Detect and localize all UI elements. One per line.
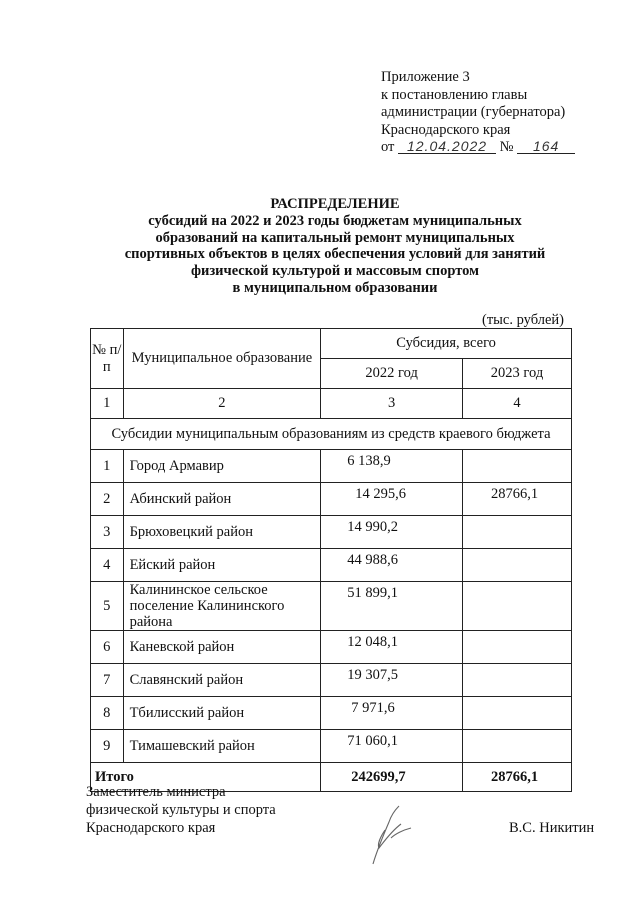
row-num: 4 — [91, 549, 124, 582]
row-2023 — [463, 549, 572, 582]
row-2022: 14 990,2 — [321, 516, 463, 549]
row-num: 9 — [91, 730, 124, 763]
table-row — [91, 483, 572, 516]
signatory-name: В.С. Никитин — [509, 820, 595, 836]
table-row — [91, 631, 572, 664]
signature-block — [86, 784, 276, 837]
row-2023 — [463, 582, 572, 631]
header-2022: 2022 год — [321, 359, 463, 389]
row-2022: 14 295,6 — [321, 483, 463, 516]
row-num: 6 — [91, 631, 124, 664]
column-number-row — [91, 389, 572, 419]
row-2022: 44 988,6 — [321, 549, 463, 582]
row-num: 7 — [91, 664, 124, 697]
annex-line: администрации (губернатора) — [381, 104, 566, 120]
table-row — [91, 730, 572, 763]
date-prefix: от — [381, 139, 395, 155]
title-line: субсидий на 2022 и 2023 годы бюджетам муниципальных — [148, 212, 522, 229]
signature-title-line: Краснодарского края — [86, 819, 216, 836]
row-2022: 12 048,1 — [321, 631, 463, 664]
table-row — [91, 549, 572, 582]
table-row — [91, 450, 572, 483]
row-name: Славянский район — [123, 664, 321, 697]
document-title — [95, 196, 575, 297]
subsidy-table — [90, 328, 572, 792]
header-mo: Муниципальное образование — [123, 329, 321, 389]
section-row — [91, 419, 572, 450]
colnum-cell: 3 — [321, 389, 463, 419]
table-row — [91, 664, 572, 697]
table-row — [91, 516, 572, 549]
section-label: Субсидии муниципальным образованиям из средств краевого бюджета — [91, 419, 572, 450]
annex-line: Краснодарского края — [381, 121, 511, 138]
annex-block — [381, 69, 575, 157]
row-2022: 6 138,9 — [321, 450, 463, 483]
row-2023 — [463, 664, 572, 697]
row-name: Абинский район — [123, 483, 321, 516]
row-name: Калининское сельское поселение Калининского района — [123, 582, 321, 631]
colnum-cell: 2 — [123, 389, 321, 419]
row-name: Каневской район — [123, 631, 321, 664]
row-2023 — [463, 697, 572, 730]
row-num: 8 — [91, 697, 124, 730]
row-2022: 19 307,5 — [321, 664, 463, 697]
title-line: спортивных объектов в целях обеспечения условий для занятий — [124, 246, 546, 263]
total-2022: 242699,7 — [321, 763, 463, 792]
annex-line: к постановлению главы — [381, 86, 528, 103]
row-num: 1 — [91, 450, 124, 483]
row-2022: 51 899,1 — [321, 582, 463, 631]
handwritten-signature — [355, 800, 425, 870]
row-num: 3 — [91, 516, 124, 549]
number-prefix: № — [499, 139, 514, 155]
header-num: № п/п — [91, 329, 124, 389]
colnum-cell: 4 — [463, 389, 572, 419]
row-2022: 7 971,6 — [321, 697, 463, 730]
table-row — [91, 582, 572, 631]
header-2023: 2023 год — [463, 359, 572, 389]
table-header-row — [91, 329, 572, 359]
row-name: Тимашевский район — [123, 730, 321, 763]
row-2023 — [463, 730, 572, 763]
units-label: (тыс. рублей) — [482, 312, 564, 328]
row-2023 — [463, 450, 572, 483]
title-line: физической культурой и массовым спортом — [190, 263, 480, 280]
row-2023 — [463, 631, 572, 664]
row-name: Тбилисский район — [123, 697, 321, 730]
title-line: в муниципальном образовании — [232, 279, 438, 296]
row-name: Брюховецкий район — [123, 516, 321, 549]
total-2023: 28766,1 — [463, 763, 572, 792]
title-line: РАСПРЕДЕЛЕНИЕ — [270, 196, 400, 212]
row-2023 — [463, 516, 572, 549]
header-subsidy: Субсидия, всего — [321, 329, 572, 359]
row-num: 2 — [91, 483, 124, 516]
row-name: Город Армавир — [123, 450, 321, 483]
annex-line: Приложение 3 — [381, 69, 470, 85]
signature-title-line: физической культуры и спорта — [86, 801, 276, 818]
colnum-cell: 1 — [91, 389, 124, 419]
row-name: Ейский район — [123, 549, 321, 582]
table-row — [91, 697, 572, 730]
title-line: образований на капитальный ремонт муниципальных — [155, 229, 515, 246]
row-2022: 71 060,1 — [321, 730, 463, 763]
signature-title-line: Заместитель министра — [86, 784, 226, 800]
row-num: 5 — [91, 582, 124, 631]
row-2023: 28766,1 — [463, 483, 572, 516]
annex-date-line — [381, 139, 575, 157]
number-value: 164 — [517, 139, 575, 154]
total-label: Итого — [91, 763, 321, 792]
date-value: 12.04.2022 — [398, 139, 496, 154]
